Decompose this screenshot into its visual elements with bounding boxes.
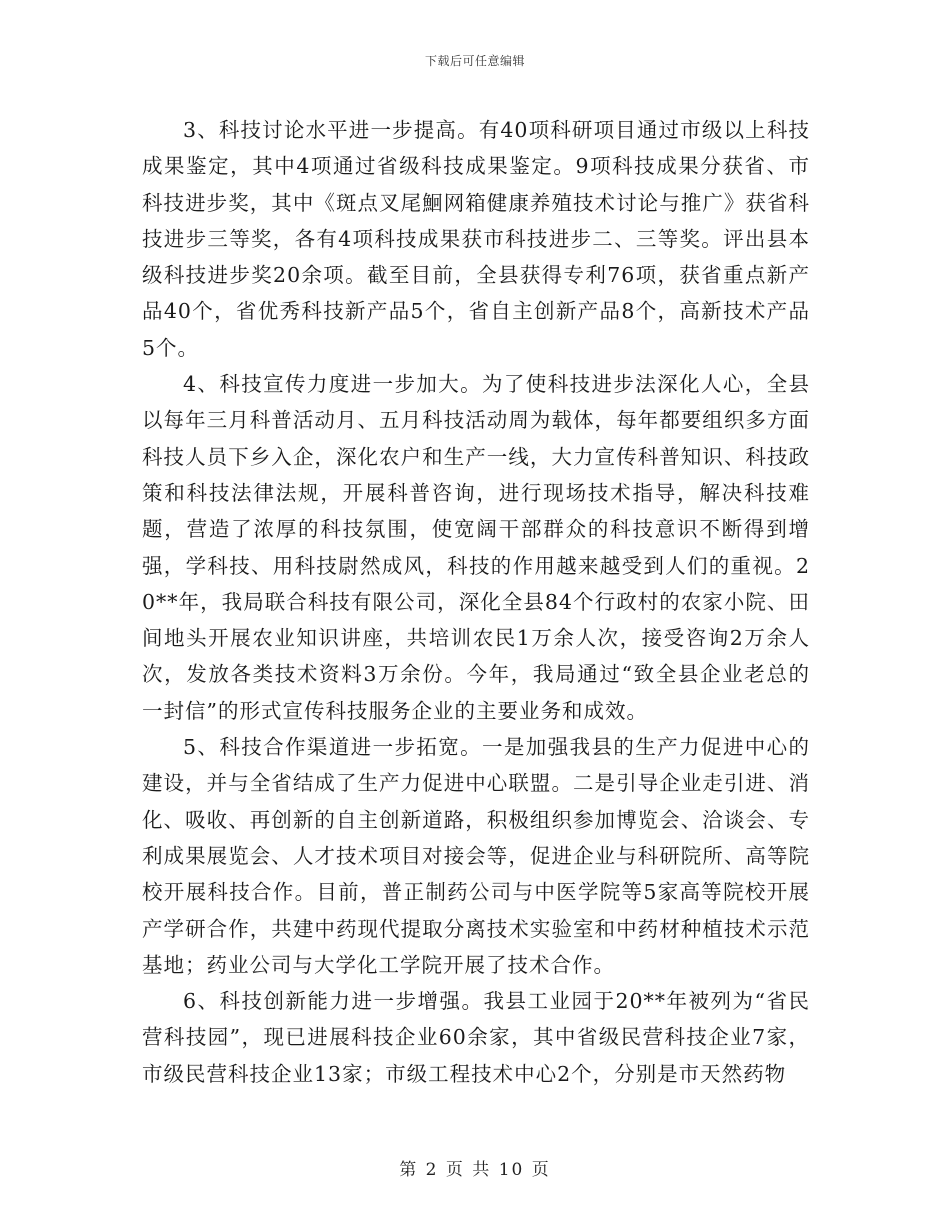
page-header-note: 下载后可任意编辑 — [424, 54, 525, 68]
paragraph-item-6: 6、科技创新能力进一步增强。我县工业园于20**年被列为“省民营科技园”，现已进展科技企业60余家，其中省级民营科技企业7家，市级民营科技企业13家；市级工程技术中心2个，分别是市天然药物 — [142, 989, 810, 1086]
document-body — [142, 112, 810, 1092]
paragraph-item-5: 5、科技合作渠道进一步拓宽。一是加强我县的生产力促进中心的建设，并与全省结成了生产力促进中心联盟。二是引导企业走引进、消化、吸收、再创新的自主创新道路，积极组织参加博览会、洽谈会、专利成果展览会、人才技术项目对接会等，促进企业与科研院所、高等院校开展科技合作。目前，普正制药公司与中医学院等5家高等院校开展产学研合作，共建中药现代提取分离技术实验室和中药材种植技术示范基地；药业公司与大学化工学院开展了技术合作。 — [142, 735, 810, 977]
paragraph-item-3: 3、科技讨论水平进一步提高。有40项科研项目通过市级以上科技成果鉴定，其中4项通过省级科技成果鉴定。9项科技成果分获省、市科技进步奖，其中《斑点叉尾鮰网箱健康养殖技术讨论与推广》获省科技进步三等奖，各有4项科技成果获市科技进步二、三等奖。评出县本级科技进步奖20余项。截至目前，全县获得专利76项，获省重点新产品40个，省优秀科技新产品5个，省自主创新产品8个，高新技术产品5个。 — [142, 118, 810, 360]
page-number-footer: 第 2 页 共 10 页 — [399, 1160, 551, 1180]
paragraph-item-4: 4、科技宣传力度进一步加大。为了使科技进步法深化人心，全县以每年三月科普活动月、五月科技活动周为载体，每年都要组织多方面科技人员下乡入企，深化农户和生产一线，大力宣传科普知识、科技政策和科技法律法规，开展科普咨询，进行现场技术指导，解决科技难题，营造了浓厚的科技氛围，使宽阔干部群众的科技意识不断得到增强，学科技、用科技尉然成风，科技的作用越来越受到人们的重视。20**年，我局联合科技有限公司，深化全县84个行政村的农家小院、田间地头开展农业知识讲座，共培训农民1万余人次，接受咨询2万余人次，发放各类技术资料3万余份。今年，我局通过“致全县企业老总的一封信”的形式宣传科技服务企业的主要业务和成效。 — [142, 372, 810, 723]
